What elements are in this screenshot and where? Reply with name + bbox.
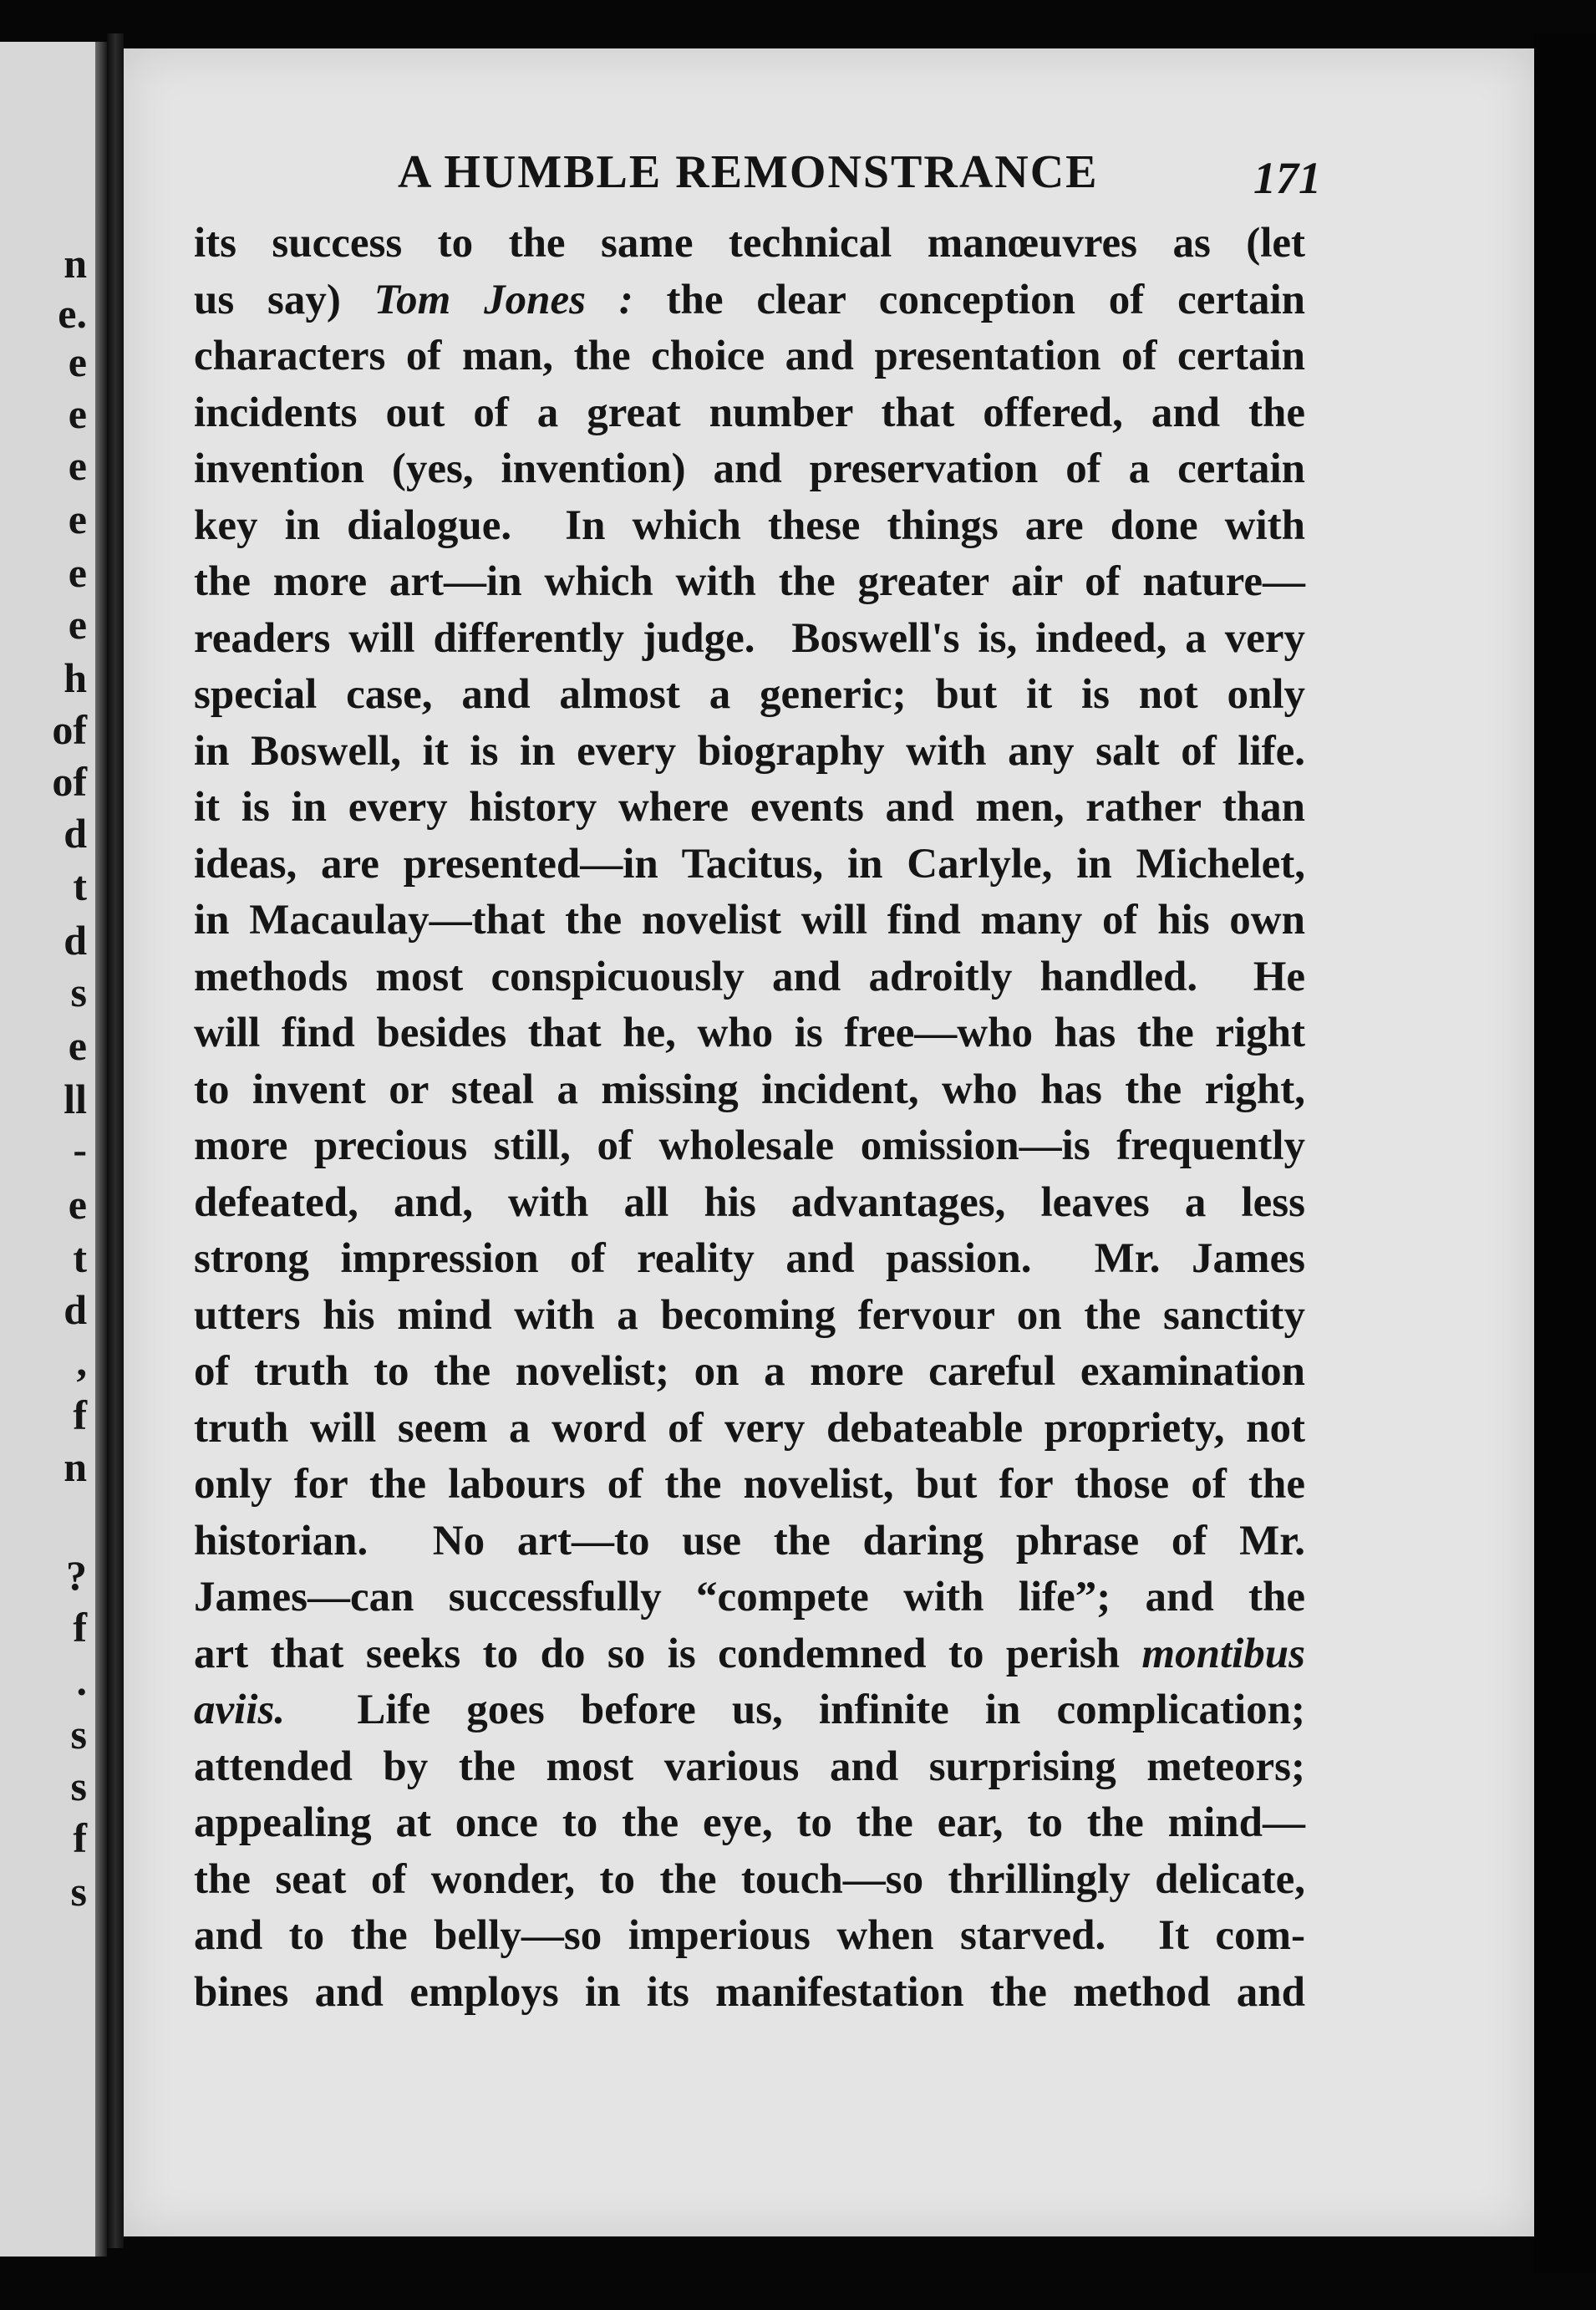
adjacent-text-fragment: d <box>64 917 87 964</box>
text-segment: attended by the most various and surprising meteors; <box>194 1743 1305 1790</box>
adjacent-text-fragment: d <box>64 810 87 857</box>
adjacent-text-fragment: t <box>73 862 87 909</box>
italic-text: aviis. <box>194 1687 286 1733</box>
text-segment: truth will seem a word of very debateable propriety, not <box>194 1404 1305 1452</box>
text-segment: key in dialogue. In which these things are done with <box>194 501 1305 549</box>
adjacent-text-fragment: f <box>73 1392 87 1438</box>
text-segment: and to the belly—so imperious when starved. It com- <box>194 1912 1305 1959</box>
adjacent-text-fragment: e <box>68 496 87 542</box>
text-segment: James—can successfully “compete with life”; and the <box>194 1574 1305 1621</box>
text-segment: only for the labours of the novelist, but for those of the <box>194 1461 1305 1508</box>
text-segment: more precious still, of wholesale omission—is frequently <box>194 1122 1305 1169</box>
text-segment: appealing at once to the eye, to the ear, to the mind— <box>194 1799 1305 1846</box>
text-segment: invention (yes, invention) and preservation of a certain <box>194 445 1305 492</box>
adjacent-text-fragment: - <box>73 1126 87 1173</box>
adjacent-text-fragment: h <box>64 654 87 701</box>
text-line <box>194 216 1305 272</box>
text-segment: historian. No art—to use the daring phrase of Mr. <box>194 1517 1305 1565</box>
text-segment: the more art—in which with the greater air of nature— <box>194 558 1305 605</box>
running-head: A HUMBLE REMONSTRANCE <box>398 146 1099 198</box>
text-line <box>194 328 1305 385</box>
text-line <box>194 1457 1305 1514</box>
text-segment: us say) <box>194 276 374 323</box>
text-segment: of truth to the novelist; on a more careful examination <box>194 1348 1305 1395</box>
adjacent-page-fragment <box>0 42 107 2257</box>
text-line <box>194 1852 1305 1909</box>
adjacent-text-fragment: , <box>76 1338 87 1385</box>
text-line <box>194 667 1305 724</box>
adjacent-text-fragment: f <box>73 1814 87 1861</box>
adjacent-text-fragment: n <box>64 240 87 287</box>
adjacent-text-fragment: ll <box>64 1076 87 1122</box>
adjacent-text-fragment: s <box>70 969 87 1015</box>
text-line <box>194 1908 1305 1965</box>
text-segment: readers will differently judge. Boswell's is, indeed, a very <box>194 614 1305 662</box>
text-line <box>194 1626 1305 1683</box>
text-segment: incidents out of a great number that offered, and the <box>194 389 1305 436</box>
text-line <box>194 837 1305 893</box>
text-segment: its success to the same technical manœuvres as (let <box>194 220 1305 267</box>
text-segment: Life goes before us, infinite in complication; <box>285 1687 1305 1733</box>
text-line <box>194 272 1305 329</box>
text-line <box>194 1175 1305 1232</box>
italic-text: Tom Jones : <box>374 276 633 323</box>
text-segment: special case, and almost a generic; but it is not only <box>194 671 1305 718</box>
page-number: 171 <box>1253 153 1321 203</box>
text-segment: defeated, and, with all his advantages, leaves a less <box>194 1178 1305 1226</box>
text-segment: methods most conspicuously and adroitly handled. He <box>194 953 1305 1000</box>
text-segment: it is in every history where events and men, rather than <box>194 784 1305 831</box>
text-line <box>194 498 1305 555</box>
text-line <box>194 1682 1305 1739</box>
adjacent-text-fragment: . <box>76 1657 87 1704</box>
adjacent-text-fragment: e <box>68 1181 87 1228</box>
adjacent-text-fragment: e <box>68 601 87 648</box>
text-line <box>194 1401 1305 1458</box>
adjacent-text-fragment: of <box>52 706 87 753</box>
adjacent-text-fragment: n <box>64 1443 87 1490</box>
adjacent-text-fragment: d <box>64 1286 87 1333</box>
text-line <box>194 893 1305 949</box>
adjacent-text-fragment: s <box>70 1711 87 1758</box>
text-segment: strong impression of reality and passion. Mr. James <box>194 1235 1305 1282</box>
adjacent-text-fragment: e <box>68 442 87 489</box>
adjacent-text-fragment: e <box>68 338 87 385</box>
adjacent-text-fragment: of <box>52 758 87 805</box>
text-line <box>194 1739 1305 1796</box>
text-segment: will find besides that he, who is free—who has the right <box>194 1010 1305 1056</box>
text-line <box>194 949 1305 1006</box>
book-spine-shadow <box>95 42 107 2257</box>
text-line <box>194 780 1305 837</box>
text-line <box>194 611 1305 668</box>
text-segment: bines and employs in its manifestation the method and <box>194 1968 1305 2016</box>
adjacent-text-fragment: e. <box>58 290 87 337</box>
body-text <box>194 216 1305 2021</box>
scan-border <box>1534 33 1596 2273</box>
adjacent-text-fragment: t <box>73 1234 87 1281</box>
text-segment: to invent or steal a missing incident, who has the right, <box>194 1066 1305 1113</box>
adjacent-text-fragment: e <box>68 390 87 437</box>
adjacent-text-fragment: s <box>70 1763 87 1809</box>
page-gutter <box>107 33 124 2248</box>
text-line <box>194 1118 1305 1175</box>
text-line <box>194 1288 1305 1345</box>
text-segment: ideas, are presented—in Tacitus, in Carlyle, in Michelet, <box>194 840 1305 888</box>
text-line <box>194 1344 1305 1401</box>
adjacent-text-fragment: e <box>68 549 87 596</box>
adjacent-text-fragment: f <box>73 1604 87 1651</box>
text-line <box>194 724 1305 781</box>
text-line <box>194 441 1305 498</box>
italic-text: montibus <box>1141 1630 1305 1677</box>
adjacent-text-fragment: s <box>70 1868 87 1915</box>
text-line <box>194 1005 1305 1062</box>
text-line <box>194 1514 1305 1570</box>
adjacent-text-fragment: ? <box>66 1552 87 1599</box>
text-segment: utters his mind with a becoming fervour on the sanctity <box>194 1291 1305 1339</box>
text-line <box>194 1570 1305 1626</box>
text-line <box>194 1062 1305 1119</box>
text-line <box>194 554 1305 611</box>
text-line <box>194 1965 1305 2022</box>
text-segment: characters of man, the choice and presentation of certain <box>194 333 1305 379</box>
text-segment: in Boswell, it is in every biography with any salt of life. <box>194 727 1305 775</box>
text-line <box>194 385 1305 442</box>
adjacent-text-fragment: e <box>68 1022 87 1069</box>
text-segment: the seat of wonder, to the touch—so thrillingly delicate, <box>194 1855 1305 1903</box>
text-line <box>194 1231 1305 1288</box>
text-segment: in Macaulay—that the novelist will find many of his own <box>194 897 1305 944</box>
text-segment: the clear conception of certain <box>633 276 1305 323</box>
text-line <box>194 1795 1305 1852</box>
book-page <box>124 48 1534 2236</box>
text-segment: art that seeks to do so is condemned to perish <box>194 1630 1142 1677</box>
